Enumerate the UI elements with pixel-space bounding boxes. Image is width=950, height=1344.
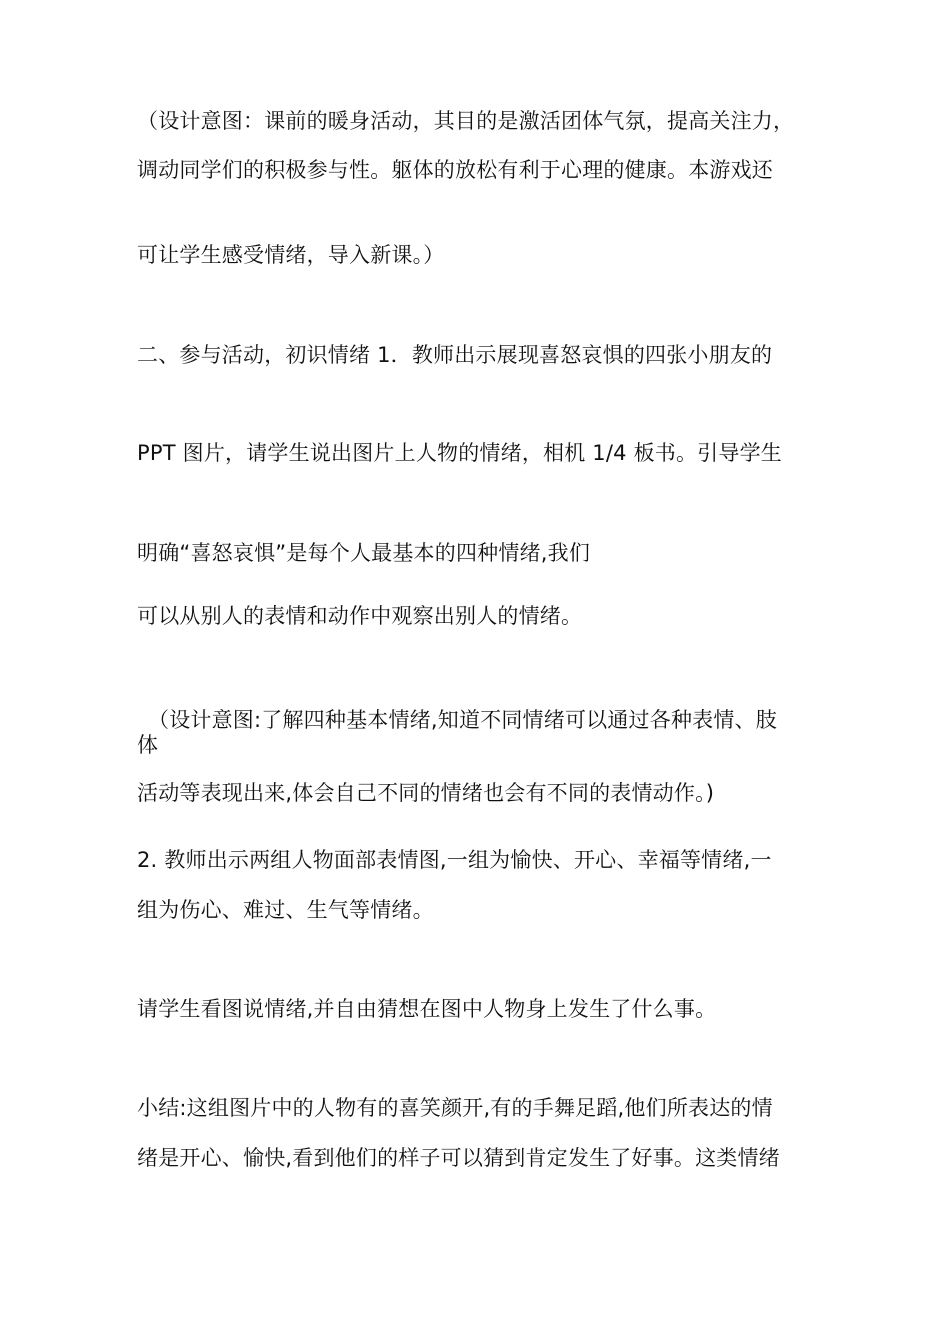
text-line-2: 调动同学们的积极参与性。躯体的放松有利于心理的健康。本游戏还	[137, 158, 773, 182]
text-line-6: 明确“喜怒哀惧”是每个人最基本的四种情绪,我们	[137, 541, 591, 565]
text-line-7: 可以从别人的表情和动作中观察出别人的情绪。	[137, 604, 583, 628]
text-line-15: 绪是开心、愉快,看到他们的样子可以猜到肯定发生了好事。这类情绪	[137, 1146, 780, 1170]
text-line-5: PPT 图片，请学生说出图片上人物的情绪，相机 1/4 板书。引导学生	[137, 441, 782, 465]
text-line-11: 2. 教师出示两组人物面部表情图,一组为愉快、开心、幸福等情绪,一	[137, 848, 772, 872]
text-line-4: 二、参与活动，初识情绪 1．教师出示展现喜怒哀惧的四张小朋友的	[137, 343, 773, 367]
text-line-9: 体	[137, 733, 159, 757]
text-line-3: 可让学生感受情绪，导入新课。）	[137, 243, 445, 267]
text-line-12: 组为伤心、难过、生气等情绪。	[137, 898, 434, 922]
text-line-8: （设计意图:了解四种基本情绪,知道不同情绪可以通过各种表情、肢	[148, 708, 777, 732]
text-line-10: 活动等表现出来,体会自己不同的情绪也会有不同的表情动作。)	[137, 781, 715, 805]
text-line-1: （设计意图：课前的暖身活动，其目的是激活团体气氛，提高关注力，	[137, 109, 795, 133]
text-line-13: 请学生看图说情绪,并自由猜想在图中人物身上发生了什么事。	[137, 997, 717, 1021]
text-line-14: 小结:这组图片中的人物有的喜笑颜开,有的手舞足蹈,他们所表达的情	[137, 1096, 773, 1120]
